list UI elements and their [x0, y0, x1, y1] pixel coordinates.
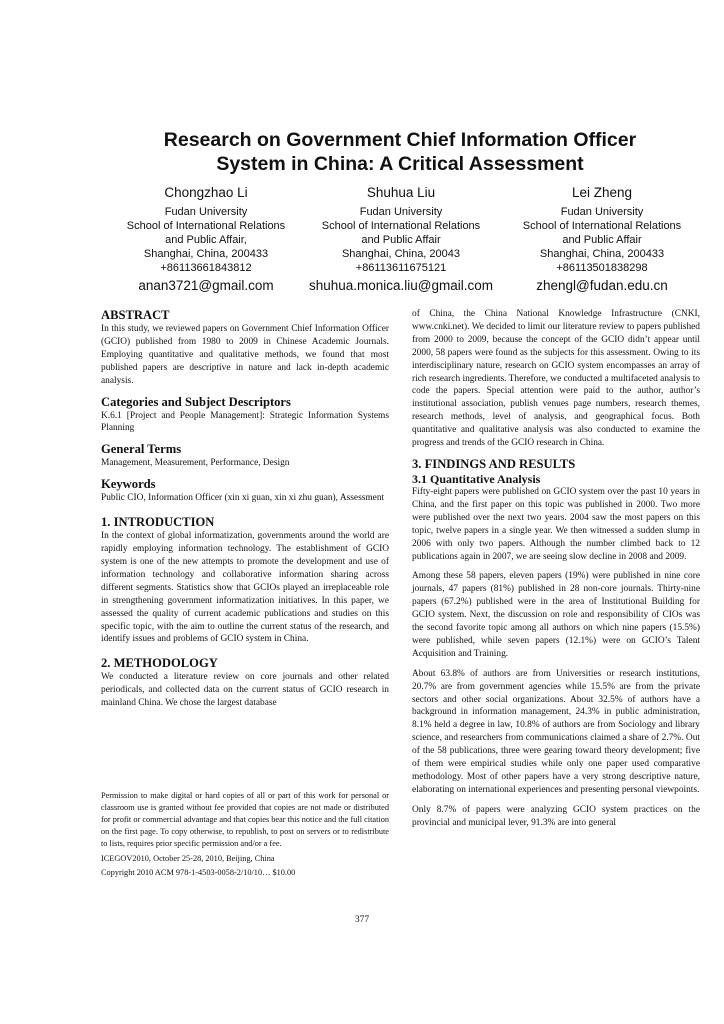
- quantitative-paragraph-4: Only 8.7% of papers were analyzing GCIO system practices on the provincial and municipal lever, 91.3% are into general: [412, 804, 700, 828]
- introduction-text: In the context of global informatization, governments around the world are rapidly employing information technology. The establishment of GCIO system is one of the new attempts to promote the development and use of information technology and collaborative information sharing across different segments. Statistics show that GCIOs played an irreplaceable role in strengthening government informatization initiatives. In this paper, we assessed the quality of current academic publications and studies on this specific topic, with the aim to outline the current status of the research, and identify issues and problems of GCIO system in China.: [101, 531, 389, 645]
- author-affiliation-line: Shanghai, China, 200433: [143, 248, 269, 260]
- author-block-2: [296, 184, 506, 295]
- author-affiliation-line: Fudan University: [164, 206, 248, 218]
- author-affiliation-line: Shanghai, China, 200433: [539, 248, 665, 260]
- author-affiliation-line: School of International Relations: [522, 220, 682, 232]
- title-line-1: Research on Government Chief Information Officer: [163, 129, 637, 151]
- author-name: Shuhua Liu: [366, 185, 436, 200]
- quantitative-paragraph-3: About 63.8% of authors are from Universities or research institutions, 20.7% are from government agencies while 15.5% are from the private sectors and other social organizations. About 32.5% of authors have a background in information management, 24.3% in public administration, 8.1% held a degree in law, 10.8% of authors are from Sociology and library science, and researchers from communications claimed a share of 2.7%. Out of the 58 publications, three were gearing toward theory development; five of them were empirical studies while only one paper used comparative methodology. Most of other papers have a very strong descriptive nature, elaborating on international experiences and presenting personal viewpoints.: [412, 668, 700, 795]
- author-affiliation-line: Fudan University: [560, 206, 644, 218]
- quantitative-paragraph-2: Among these 58 papers, eleven papers (19%) were published in nine core journals, 47 papers (81%) published in 28 non-core journals. Thirty-nine papers (67.2%) published were in the area of Institutional Building for GCIO system. Next, the discussion on role and responsibility of CIOs was the second favorite topic among all authors on which nine papers (15.5%) were published, while seven papers (12.1%) were on GCIO’s Talent Acquisition and Training.: [412, 571, 700, 659]
- author-affiliation-line: and Public Affair: [361, 234, 441, 246]
- author-block-3: [512, 184, 692, 295]
- methodology-text: We conducted a literature review on core journals and other related periodicals, and collected data on the current status of GCIO research in mainland China. We chose the largest database: [101, 672, 389, 709]
- methodology-heading: 2. METHODOLOGY: [101, 656, 218, 671]
- introduction-heading: 1. INTRODUCTION: [101, 515, 215, 530]
- findings-heading: 3. FINDINGS AND RESULTS: [412, 456, 576, 471]
- quantitative-heading: 3.1 Quantitative Analysis: [412, 471, 541, 486]
- abstract-heading: ABSTRACT: [101, 308, 170, 322]
- categories-heading: Categories and Subject Descriptors: [101, 394, 291, 409]
- author-name: Lei Zheng: [571, 185, 633, 200]
- keywords-heading: Keywords: [101, 477, 156, 492]
- author-email: anan3721@gmail.com: [138, 278, 274, 293]
- right-column: [412, 308, 700, 830]
- general-terms-text: Management, Measurement, Performance, Design: [101, 458, 290, 469]
- categories-text: K.6.1 [Project and People Management]: Strategic Information Systems Planning: [101, 410, 389, 434]
- permission-block: [101, 790, 389, 879]
- author-phone: +86113661843812: [160, 262, 252, 274]
- title-line-2: System in China: A Critical Assessment: [216, 153, 584, 175]
- general-terms-heading: General Terms: [101, 442, 182, 457]
- author-affiliation-line: Fudan University: [359, 206, 443, 218]
- methodology-continued: of China, the China National Knowledge Infrastructure (CNKI, www.cnki.net). We decided to limit our literature review to papers published from 2000 to 2009, because the concept of the GCIO didn’t appear until 2000, 58 papers were found as the subjects for this assessment. Owing to its interdisciplinary nature, research on GCIO system encompasses an array of rich research ingredients. Therefore, we conducted a multifaceted analysis to code the papers. Special attention were paid to the author, author’s institutional association, publish venues page numbers, research themes, research methods, level of analysis, and geographical focus. Both quantitative and qualitative analysis was also conducted to examine the progress and trends of the GCIO research in China.: [412, 309, 700, 449]
- author-affiliation-line: School of International Relations: [321, 220, 481, 232]
- quantitative-paragraph-1: Fifty-eight papers were published on GCIO system over the past 10 years in China, and the first paper on this topic was published in 2000. Two more were published over the next two years. 2004 saw the most papers on this topic, twelve papers in a single year. We then witnessed a sudden slump in 2006 with only two papers. Although the number climbed back to 12 publications again in 2007, we are seeing slow decline in 2008 and 2009.: [412, 486, 700, 562]
- page-number: 377: [354, 915, 370, 925]
- copyright-line: Copyright 2010 ACM 978-1-4503-0058-2/10/10… $10.00: [101, 868, 296, 878]
- author-block-1: [116, 184, 296, 295]
- permission-notice: Permission to make digital or hard copies of all or part of this work for personal or classroom use is granted without fee provided that copies are not made or distributed for profit or commercial advantage and that copies bear this notice and the full citation on the first page. To copy otherwise, to republish, to post on servers or to redistribute to lists, requires prior specific permission and/or a fee.: [101, 791, 389, 848]
- author-phone: +86113611675121: [355, 262, 447, 274]
- left-column: [101, 308, 389, 710]
- keywords-text: Public CIO, Information Officer (xin xi guan, xin xi zhu guan), Assessment: [101, 493, 385, 504]
- author-email: shuhua.monica.liu@gmail.com: [308, 278, 494, 293]
- abstract-text: In this study, we reviewed papers on Government Chief Information Officer (GCIO) published from 1980 to 2009 in Chinese Academic Journals. Employing quantitative and qualitative methods, we found that most published papers are descriptive in nature and lack in-depth academic analysis.: [101, 324, 389, 386]
- author-affiliation-line: and Public Affair: [562, 234, 642, 246]
- author-affiliation-line: School of International Relations: [126, 220, 286, 232]
- paper-title: [100, 128, 700, 176]
- author-affiliation-line: Shanghai, China, 20043: [341, 248, 461, 260]
- author-affiliation-line: and Public Affair,: [165, 234, 247, 246]
- author-email: zhengl@fudan.edu.cn: [536, 278, 668, 293]
- author-name: Chongzhao Li: [164, 185, 248, 200]
- author-phone: +86113501838298: [556, 262, 648, 274]
- conference-info: ICEGOV2010, October 25-28, 2010, Beijing, China: [101, 853, 275, 863]
